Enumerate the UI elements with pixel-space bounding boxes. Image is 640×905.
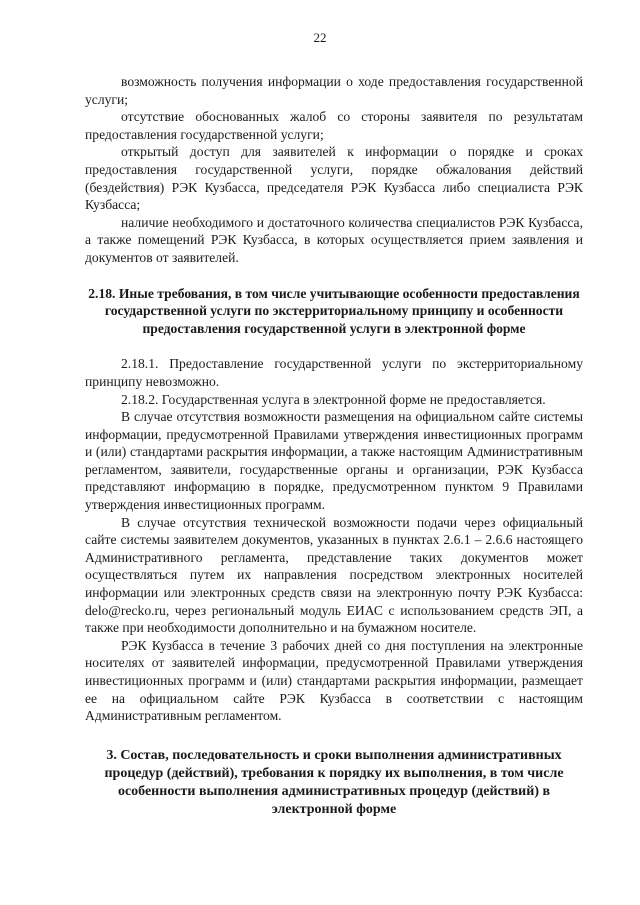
section-heading-2-18: 2.18. Иные требования, в том числе учитывающие особенности предоставления государственной услуги по экстерриториальному принципу и особенности предоставления государственной услуги в электронной форме [88,285,580,336]
paragraph: 2.18.2. Государственная услуга в электронной форме не предоставляется. [121,391,546,407]
paragraph: возможность получения информации о ходе предоставления государственной услуги; [85,74,583,107]
paragraph: открытый доступ для заявителей к информации о порядке и сроках предоставления государственной услуги, порядке обжалования действий (бездействия) РЭК Кузбасса, председателя РЭК Кузбасса либо специалиста РЭК Кузбасса; [85,144,583,213]
paragraph: В случае отсутствия возможности размещения на официальном сайте системы информации, предусмотренной Правилами утверждения инвестиционных программ и (или) стандартами раскрытия информации, а также настоящим Административным регламентом, заявители, государственные органы и организации, РЭК Кузбасса представляют информацию в порядке, предусмотренном пунктом 9 Правилами утверждения инвестиционных программ. [85,409,583,513]
paragraph: РЭК Кузбасса в течение 3 рабочих дней со дня поступления на электронные носителях от заявителей информации, предусмотренной Правилами утверждения инвестиционных программ и (или) стандартами раскрытия информации, размещает ее на официальном сайте РЭК Кузбасса в соответствии с настоящим Административным регламентом. [85,637,583,724]
document-body [85,73,583,819]
paragraph: В случае отсутствия технической возможности подачи через официальный сайте системы заявителем документов, указанных в пунктах 2.6.1 – 2.6.6 настоящего Административного регламента, представление таких документов может осуществляться путем их направления посредством электронных носителей информации или электронных средств связи на электронную почту РЭК Кузбасса: delo@recko.ru, через региональный модуль ЕИАС с использованием средств ЭП, а также при необходимости дополнительно и на бумажном носителе. [85,514,583,636]
paragraph: наличие необходимого и достаточного количества специалистов РЭК Кузбасса, а также помещений РЭК Кузбасса, в которых осуществляется прием заявления и документов от заявителей. [85,214,583,265]
section-heading-3: 3. Состав, последовательность и сроки выполнения административных процедур (действий), требования к порядку их выполнения, в том числе особенности выполнения административных процедур (действий) в электронной форме [104,747,564,817]
paragraph: отсутствие обоснованных жалоб со стороны заявителя по результатам предоставления государственной услуги; [85,109,583,142]
paragraph: 2.18.1. Предоставление государственной услуги по экстерриториальному принципу невозможно. [85,356,583,389]
page-number: 22 [313,30,327,45]
